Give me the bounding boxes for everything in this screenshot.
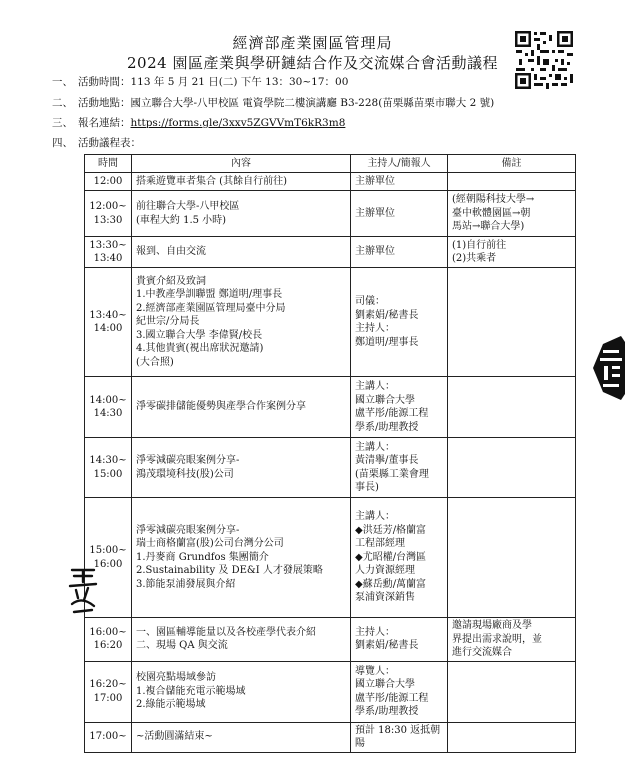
- info-num: 一、: [52, 76, 73, 88]
- cell-host: [351, 722, 448, 752]
- seal-stamp-icon: [591, 334, 625, 402]
- note-line: 馬站→聯合大學): [452, 221, 525, 233]
- column-header-host: 主持人/簡報人: [351, 155, 448, 173]
- host-line: 預計 18:30 返抵朝: [355, 724, 441, 736]
- cell-content: [132, 438, 351, 498]
- content-line: 淨零減碳亮眼案例分享-: [136, 524, 240, 536]
- info-venue: [52, 95, 494, 110]
- cell-host: [351, 191, 448, 237]
- host-line: 盧芊彤/能源工程: [355, 408, 429, 419]
- cell-content: [132, 173, 351, 191]
- host-line: 學系/助理教授: [355, 421, 419, 433]
- content-line: 4.其他貴賓(視出席狀況邀請): [136, 343, 264, 355]
- info-label: 活動地點：: [78, 97, 131, 109]
- host-line: 國立聯合大學: [355, 394, 415, 406]
- content-line: 3.節能泵浦發展與介紹: [136, 578, 236, 590]
- time-text: 16:00~ 16:20: [89, 626, 127, 652]
- column-header-content: 內容: [132, 155, 351, 173]
- cell-content: [132, 377, 351, 438]
- content-line: 瑞士商格蘭富(股)公司台灣分公司: [136, 538, 284, 550]
- info-agenda: [52, 135, 141, 150]
- host-line: 主辦單位: [355, 246, 395, 258]
- content-line: 2.綠能示範場域: [136, 699, 206, 711]
- info-num: 二、: [52, 97, 73, 109]
- cell-content: [132, 498, 351, 618]
- content-line: 1.複合儲能充電示範場域: [136, 685, 246, 697]
- cell-time: [85, 191, 132, 237]
- table-row: [85, 237, 576, 268]
- content-line: 校園亮點場域參訪: [136, 672, 216, 684]
- time-text: 14:30~ 15:00: [89, 455, 127, 480]
- time-text: 13:40~ 14:00: [89, 309, 127, 334]
- cell-note: [448, 191, 576, 237]
- host-line: 工程部經理: [355, 538, 405, 550]
- content-line: 二、現場 QA 與交流: [136, 640, 228, 652]
- host-line: 主講人：: [355, 381, 395, 392]
- cell-note: [448, 268, 576, 377]
- info-registration: [52, 115, 345, 130]
- host-line: 泵浦資深銷售: [355, 592, 415, 604]
- info-value: 113 年 5 月 21 日(二) 下午 13：30~17：00: [130, 76, 349, 88]
- host-line: 主辦單位: [355, 175, 395, 187]
- host-line: 主講人：: [355, 441, 395, 453]
- cell-host: [351, 268, 448, 377]
- info-time: [52, 74, 348, 89]
- info-label: 活動議程表：: [78, 137, 141, 149]
- host-line: (苗栗縣工業會理: [355, 468, 429, 480]
- content-line: 1.中教產學訓聯盟 鄭道明/理事長: [136, 289, 283, 301]
- host-line: 學系/助理教授: [355, 706, 419, 717]
- content-line: (車程大約 1.5 小時): [136, 214, 227, 226]
- cell-content: [132, 268, 351, 377]
- host-line: 國立聯合大學: [355, 679, 415, 690]
- agenda-table: [84, 154, 576, 753]
- host-line: 劉素娟/秘書長: [355, 640, 419, 652]
- cell-host: [351, 237, 448, 268]
- note-line: 邀請現場廠商及學: [452, 620, 532, 631]
- table-row: [85, 722, 576, 752]
- cell-note: [448, 498, 576, 618]
- cell-content: [132, 191, 351, 237]
- content-line: (大合照): [136, 356, 174, 368]
- note-line: 進行交流媒合: [452, 647, 512, 658]
- registration-link[interactable]: https://forms.gle/3xxv5ZGVVmT6kR3m8: [130, 117, 346, 129]
- cell-note: [448, 618, 576, 662]
- cell-time: [85, 237, 132, 268]
- info-label: 活動時間：: [78, 76, 131, 88]
- content-line: 前往聯合大學-八甲校區: [136, 201, 240, 212]
- host-line: 鄭道明/理事長: [355, 336, 419, 348]
- cell-note: [448, 438, 576, 498]
- cell-host: [351, 661, 448, 722]
- cell-host: [351, 438, 448, 498]
- content-line: 報到、自由交流: [136, 246, 206, 258]
- organizer-title: 經濟部產業園區管理局: [232, 34, 393, 52]
- time-text: 12:00~ 13:30: [89, 201, 127, 226]
- host-line: ◆尤昭權/台灣區: [355, 551, 427, 563]
- table-row: [85, 268, 576, 377]
- cell-host: [351, 173, 448, 191]
- cell-time: [85, 661, 132, 722]
- time-text: 14:00~ 14:30: [89, 394, 127, 419]
- cell-content: [132, 722, 351, 752]
- cell-note: [448, 377, 576, 438]
- cell-time: [85, 722, 132, 752]
- content-line: 1.丹麥商 Grundfos 集團簡介: [136, 551, 269, 563]
- note-line: 臺中軟體園區→朝: [452, 207, 531, 219]
- content-line: 鴻茂環境科技(股)公司: [136, 468, 234, 480]
- time-text: 16:20~ 17:00: [89, 679, 127, 704]
- cell-content: [132, 618, 351, 662]
- content-line: 貴賓介紹及致詞: [136, 275, 206, 287]
- info-value: 國立聯合大學-八甲校區 電資學院二樓演講廳 B3-228(苗栗縣苗栗市聯大 2 號): [130, 97, 495, 109]
- host-line: 黃清擧/董事長: [355, 455, 419, 466]
- cell-note: [448, 661, 576, 722]
- info-label: 報名連結：: [78, 117, 131, 129]
- note-line: 界提出需求說明，並: [452, 633, 542, 645]
- column-header-note: 備註: [448, 155, 576, 173]
- host-line: 主持人：: [355, 323, 395, 334]
- host-line: 陽: [355, 738, 365, 749]
- document-title: 2024 園區產業與學研鏈結合作及交流媒合會活動議程: [127, 54, 498, 72]
- table-row: [85, 377, 576, 438]
- time-text: 17:00~: [89, 731, 127, 743]
- cell-note: [448, 173, 576, 191]
- content-line: ~活動圓滿結束~: [136, 731, 213, 743]
- host-line: 主辦單位: [355, 207, 395, 219]
- content-line: 搭乘遊覽車者集合 (其餘自行前往): [136, 175, 287, 187]
- time-text: 15:00~ 16:00: [89, 545, 127, 570]
- table-row: [85, 618, 576, 662]
- content-line: 紀世宗/分局長: [136, 316, 200, 328]
- host-line: 人力資源經理: [355, 565, 415, 577]
- note-line: (1)自行前往: [452, 239, 507, 251]
- note-line: (2)共乘者: [452, 253, 497, 264]
- host-line: ◆蘇岳勳/萬蘭富: [355, 578, 427, 590]
- qr-code-icon[interactable]: [514, 30, 574, 90]
- table-row: [85, 438, 576, 498]
- content-line: 3.國立聯合大學 李偉賢/校長: [136, 329, 263, 341]
- content-line: 2.Sustainability 及 DE&I 人才發展策略: [136, 565, 323, 577]
- cell-time: [85, 268, 132, 377]
- table-row: [85, 498, 576, 618]
- cell-note: [448, 237, 576, 268]
- host-line: 事長): [355, 482, 379, 493]
- table-header-row: [85, 155, 576, 173]
- time-text: 13:30~ 13:40: [89, 239, 127, 264]
- table-row: [85, 661, 576, 722]
- cell-host: [351, 377, 448, 438]
- cell-host: [351, 618, 448, 662]
- host-line: 司儀：: [355, 296, 385, 307]
- cell-time: [85, 377, 132, 438]
- host-line: ◆洪廷芳/格蘭富: [355, 524, 427, 536]
- cell-time: [85, 618, 132, 662]
- content-line: 一、園區輔導能量以及各校產學代表介紹: [136, 626, 316, 638]
- content-line: 淨零減碳亮眼案例分享-: [136, 455, 240, 466]
- host-line: 盧芊彤/能源工程: [355, 692, 429, 704]
- column-header-time: 時間: [85, 155, 132, 173]
- content-line: 淨零碳排儲能優勢與產學合作案例分享: [136, 401, 306, 413]
- cell-note: [448, 722, 576, 752]
- agenda-body: [85, 173, 576, 753]
- table-row: [85, 191, 576, 237]
- time-text: 12:00: [93, 175, 123, 187]
- cell-time: [85, 173, 132, 191]
- host-line: 主講人：: [355, 511, 395, 523]
- cell-time: [85, 438, 132, 498]
- note-line: (經朝陽科技大學→: [452, 194, 535, 206]
- seal-stamp-icon: [66, 566, 100, 616]
- content-line: 2.經濟部產業園區管理局臺中分局: [136, 302, 286, 314]
- host-line: 劉素娟/秘書長: [355, 309, 419, 321]
- cell-content: [132, 661, 351, 722]
- table-row: [85, 173, 576, 191]
- host-line: 主持人：: [355, 626, 395, 638]
- info-num: 四、: [52, 137, 73, 149]
- cell-host: [351, 498, 448, 618]
- info-num: 三、: [52, 117, 73, 129]
- cell-content: [132, 237, 351, 268]
- host-line: 導覽人：: [355, 665, 395, 677]
